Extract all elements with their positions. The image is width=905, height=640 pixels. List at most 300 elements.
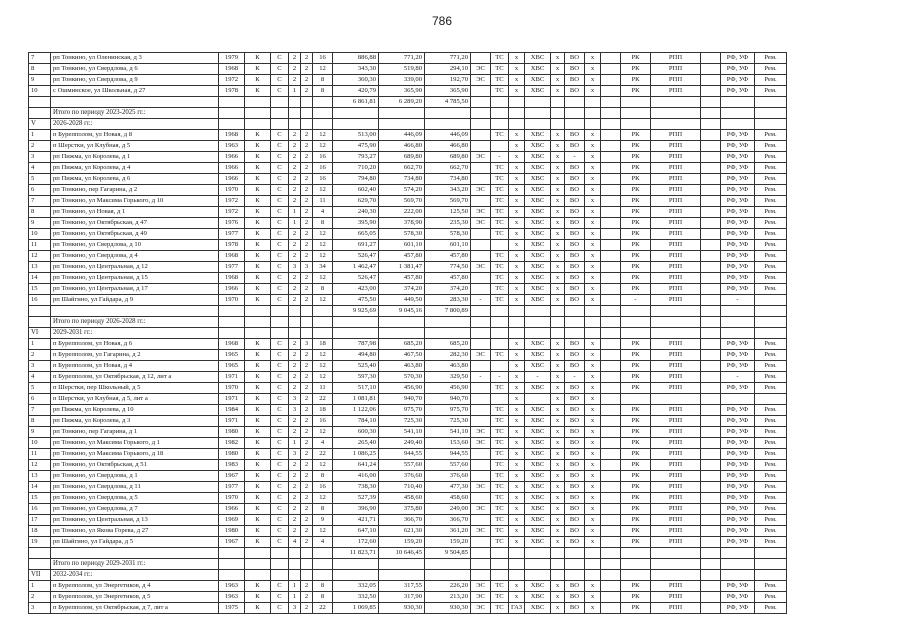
cell-addr: рп Тонкино, ул Максима Горького, д 10: [51, 196, 219, 207]
cell-t: С: [271, 350, 289, 361]
cell-s1: [471, 493, 491, 504]
cell-s5: х: [551, 174, 565, 185]
cell-a3: 601,10: [425, 240, 471, 251]
cell-w1: РК: [621, 438, 651, 449]
cell-s5: [551, 559, 565, 570]
cell-year: 1968: [219, 64, 245, 75]
cell-year: [219, 317, 245, 328]
cell-fl: 2: [289, 383, 301, 394]
cell-a1: 475,50: [333, 295, 379, 306]
cell-fl: 4: [289, 537, 301, 548]
cell-s6: ВО: [565, 262, 585, 273]
cell-addr: п Бурепполом, ул Гагарина, д 2: [51, 350, 219, 361]
cell-ap: 12: [313, 240, 333, 251]
cell-a1: 793,27: [333, 152, 379, 163]
section-row: [29, 119, 787, 130]
cell-fl: 2: [289, 75, 301, 86]
cell-en: 2: [301, 416, 313, 427]
cell-a2: 541,10: [379, 427, 425, 438]
table-row: [29, 196, 787, 207]
cell-ap: 18: [313, 405, 333, 416]
cell-rem: Рем.: [755, 438, 787, 449]
cell-a2: 1 381,47: [379, 262, 425, 273]
cell-fl: 3: [289, 262, 301, 273]
cell-rem: Рем.: [755, 218, 787, 229]
cell-addr: рп Тонкино, ул Якова Горева, д 27: [51, 526, 219, 537]
cell-w1: [621, 548, 651, 559]
cell-ap: [313, 559, 333, 570]
cell-ap: 22: [313, 394, 333, 405]
cell-s2: ТС: [491, 482, 509, 493]
cell-n: [29, 97, 51, 108]
cell-w2: РПП: [651, 64, 701, 75]
cell-addr: п Бурепполом, ул Октябрьская, д 12, лит а: [51, 372, 219, 383]
cell-s3: х: [509, 537, 525, 548]
cell-en: 2: [301, 53, 313, 64]
cell-fl: 3: [289, 603, 301, 614]
cell-a2: 519,80: [379, 64, 425, 75]
cell-e1: [601, 273, 621, 284]
cell-n: 7: [29, 405, 51, 416]
cell-mat: К: [245, 240, 271, 251]
cell-rem: Рем.: [755, 493, 787, 504]
cell-rem: Рем.: [755, 196, 787, 207]
cell-t: С: [271, 482, 289, 493]
section-row: [29, 328, 787, 339]
cell-en: 2: [301, 372, 313, 383]
table-row: [29, 383, 787, 394]
cell-addr: рп Тонкино, ул Свердлова, д 5: [51, 493, 219, 504]
cell-w1: РК: [621, 53, 651, 64]
cell-ap: 4: [313, 207, 333, 218]
cell-e2: [701, 460, 721, 471]
cell-a2: 930,30: [379, 603, 425, 614]
cell-s6: ВО: [565, 141, 585, 152]
cell-s2: ТС: [491, 251, 509, 262]
cell-s4: ХВС: [525, 449, 551, 460]
cell-s5: [551, 570, 565, 581]
cell-s7: [585, 548, 601, 559]
cell-e2: [701, 405, 721, 416]
cell-n: 12: [29, 460, 51, 471]
table-row: [29, 185, 787, 196]
cell-rem: Рем.: [755, 383, 787, 394]
cell-w3: РФ, УФ: [721, 449, 755, 460]
cell-w2: [651, 306, 701, 317]
cell-a3: 213,20: [425, 592, 471, 603]
cell-a1: 360,30: [333, 75, 379, 86]
cell-a2: 376,60: [379, 471, 425, 482]
cell-rem: [755, 317, 787, 328]
cell-ap: 12: [313, 229, 333, 240]
cell-mat: К: [245, 460, 271, 471]
cell-s1: [471, 449, 491, 460]
cell-s4: ХВС: [525, 471, 551, 482]
cell-t: С: [271, 196, 289, 207]
cell-s5: х: [551, 361, 565, 372]
table-row: [29, 251, 787, 262]
cell-a2: 446,09: [379, 130, 425, 141]
cell-rem: [755, 559, 787, 570]
cell-s1: [471, 229, 491, 240]
cell-e1: [601, 537, 621, 548]
cell-ap: 12: [313, 251, 333, 262]
cell-ap: 12: [313, 295, 333, 306]
cell-en: 2: [301, 273, 313, 284]
cell-a2: 734,80: [379, 174, 425, 185]
cell-s6: ВО: [565, 163, 585, 174]
cell-en: 2: [301, 350, 313, 361]
cell-s5: х: [551, 196, 565, 207]
cell-s3: х: [509, 86, 525, 97]
cell-s3: х: [509, 152, 525, 163]
cell-a2: [379, 317, 425, 328]
cell-s3: х: [509, 284, 525, 295]
cell-w1: -: [621, 295, 651, 306]
cell-a1: 517,10: [333, 383, 379, 394]
cell-a3: 329,50: [425, 372, 471, 383]
cell-s2: ТС: [491, 174, 509, 185]
cell-w3: РФ, УФ: [721, 141, 755, 152]
cell-w1: РК: [621, 427, 651, 438]
cell-t: С: [271, 383, 289, 394]
cell-s7: [585, 108, 601, 119]
cell-a1: 1 122,06: [333, 405, 379, 416]
cell-t: [271, 306, 289, 317]
cell-addr: рп Тонкино, ул Октябрьская, д 51: [51, 460, 219, 471]
cell-addr: рп Шайгино, ул Гайдара, д 9: [51, 295, 219, 306]
cell-s4: ХВС: [525, 86, 551, 97]
cell-s3: [509, 328, 525, 339]
cell-mat: К: [245, 75, 271, 86]
cell-s7: х: [585, 427, 601, 438]
cell-t: С: [271, 493, 289, 504]
cell-en: 2: [301, 592, 313, 603]
cell-a3: 477,30: [425, 482, 471, 493]
cell-a3: 940,70: [425, 394, 471, 405]
cell-e1: [601, 152, 621, 163]
cell-rem: Рем.: [755, 185, 787, 196]
cell-w1: РК: [621, 383, 651, 394]
cell-fl: 2: [289, 460, 301, 471]
cell-s5: х: [551, 339, 565, 350]
cell-w2: РПП: [651, 603, 701, 614]
cell-w2: РПП: [651, 273, 701, 284]
cell-w1: [621, 108, 651, 119]
cell-rem: Рем.: [755, 427, 787, 438]
cell-n: 15: [29, 284, 51, 295]
cell-w3: РФ, УФ: [721, 207, 755, 218]
cell-t: С: [271, 416, 289, 427]
cell-a1: 597,30: [333, 372, 379, 383]
cell-e2: [701, 504, 721, 515]
cell-w2: [651, 317, 701, 328]
cell-mat: К: [245, 273, 271, 284]
cell-s4: [525, 570, 551, 581]
cell-s3: х: [509, 449, 525, 460]
cell-n: 11: [29, 449, 51, 460]
cell-addr: рп Пижма, ул Королева, д 4: [51, 163, 219, 174]
cell-rem: [755, 119, 787, 130]
cell-a3: 541,10: [425, 427, 471, 438]
cell-a2: 621,30: [379, 526, 425, 537]
cell-w2: РПП: [651, 592, 701, 603]
cell-e2: [701, 284, 721, 295]
cell-s1: [471, 559, 491, 570]
cell-a2: 466,80: [379, 141, 425, 152]
cell-s3: [509, 119, 525, 130]
cell-s2: ТС: [491, 350, 509, 361]
table-row: [29, 86, 787, 97]
cell-w3: [721, 317, 755, 328]
cell-year: 1970: [219, 383, 245, 394]
cell-s5: х: [551, 438, 565, 449]
cell-n: VII: [29, 570, 51, 581]
cell-t: [271, 108, 289, 119]
cell-w2: РПП: [651, 295, 701, 306]
cell-s6: [565, 328, 585, 339]
cell-s7: х: [585, 537, 601, 548]
cell-n: 10: [29, 438, 51, 449]
cell-s2: ТС: [491, 416, 509, 427]
cell-e2: [701, 449, 721, 460]
cell-e1: [601, 196, 621, 207]
cell-s7: х: [585, 361, 601, 372]
cell-s3: [509, 570, 525, 581]
cell-e1: [601, 317, 621, 328]
cell-a1: 494,80: [333, 350, 379, 361]
cell-n: 14: [29, 482, 51, 493]
cell-ap: [313, 328, 333, 339]
cell-s7: х: [585, 251, 601, 262]
cell-s6: ВО: [565, 174, 585, 185]
cell-en: 2: [301, 86, 313, 97]
cell-w3: РФ, УФ: [721, 515, 755, 526]
cell-a2: 569,70: [379, 196, 425, 207]
cell-w2: РПП: [651, 262, 701, 273]
cell-w1: РК: [621, 273, 651, 284]
cell-ap: [313, 317, 333, 328]
cell-e2: [701, 53, 721, 64]
cell-s7: х: [585, 284, 601, 295]
cell-s7: х: [585, 75, 601, 86]
table-row: [29, 218, 787, 229]
cell-addr: [51, 548, 219, 559]
section-row: [29, 570, 787, 581]
cell-w1: РК: [621, 350, 651, 361]
cell-en: 2: [301, 383, 313, 394]
cell-a1: 738,30: [333, 482, 379, 493]
cell-e1: [601, 504, 621, 515]
cell-n: 10: [29, 229, 51, 240]
cell-e2: [701, 130, 721, 141]
cell-a2: 940,70: [379, 394, 425, 405]
cell-rem: Рем.: [755, 339, 787, 350]
cell-w2: РПП: [651, 196, 701, 207]
cell-fl: 2: [289, 295, 301, 306]
cell-s4: ХВС: [525, 163, 551, 174]
cell-s2: ТС: [491, 493, 509, 504]
cell-e1: [601, 493, 621, 504]
cell-rem: Рем.: [755, 240, 787, 251]
cell-s7: [585, 306, 601, 317]
cell-a1: 475,90: [333, 141, 379, 152]
cell-s2: [491, 306, 509, 317]
cell-t: С: [271, 372, 289, 383]
cell-s2: [491, 570, 509, 581]
cell-addr: п Бурепполом, ул Октябрьская, д 7, лит а: [51, 603, 219, 614]
cell-s1: [471, 97, 491, 108]
cell-t: С: [271, 86, 289, 97]
cell-year: 1972: [219, 207, 245, 218]
cell-year: 1982: [219, 438, 245, 449]
cell-year: 1966: [219, 174, 245, 185]
cell-addr: [51, 306, 219, 317]
cell-s7: х: [585, 163, 601, 174]
cell-w3: РФ, УФ: [721, 361, 755, 372]
cell-fl: 2: [289, 482, 301, 493]
cell-addr: п Бурепполом, ул Новая, д 4: [51, 361, 219, 372]
cell-s3: х: [509, 526, 525, 537]
cell-s2: [491, 240, 509, 251]
cell-a2: 710,40: [379, 482, 425, 493]
cell-s3: х: [509, 339, 525, 350]
cell-s1: -: [471, 295, 491, 306]
cell-addr: рп Тонкино, ул Максима Горького, д 18: [51, 449, 219, 460]
cell-w3: РФ, УФ: [721, 460, 755, 471]
cell-w2: РПП: [651, 438, 701, 449]
cell-ap: 11: [313, 196, 333, 207]
cell-w3: РФ, УФ: [721, 383, 755, 394]
cell-e1: [601, 427, 621, 438]
cell-e1: [601, 240, 621, 251]
table-row: [29, 53, 787, 64]
cell-a3: 294,10: [425, 64, 471, 75]
cell-year: 1976: [219, 218, 245, 229]
cell-s5: [551, 328, 565, 339]
cell-w3: [721, 559, 755, 570]
cell-s5: х: [551, 295, 565, 306]
cell-s2: ТС: [491, 581, 509, 592]
cell-a1: 794,80: [333, 174, 379, 185]
cell-fl: 1: [289, 218, 301, 229]
cell-fl: [289, 306, 301, 317]
table-row: [29, 427, 787, 438]
cell-s7: х: [585, 339, 601, 350]
cell-n: [29, 108, 51, 119]
cell-w1: РК: [621, 449, 651, 460]
cell-w1: РК: [621, 152, 651, 163]
cell-s4: ХВС: [525, 504, 551, 515]
cell-en: 2: [301, 504, 313, 515]
cell-n: 7: [29, 53, 51, 64]
cell-w3: -: [721, 372, 755, 383]
cell-ap: 16: [313, 53, 333, 64]
cell-fl: 2: [289, 284, 301, 295]
cell-w3: РФ, УФ: [721, 174, 755, 185]
cell-w3: РФ, УФ: [721, 75, 755, 86]
cell-a1: 513,00: [333, 130, 379, 141]
cell-a3: 376,60: [425, 471, 471, 482]
cell-a1: 526,47: [333, 251, 379, 262]
cell-e1: [601, 163, 621, 174]
cell-s7: х: [585, 273, 601, 284]
cell-w3: РФ, УФ: [721, 240, 755, 251]
cell-year: 1971: [219, 372, 245, 383]
cell-s6: ВО: [565, 350, 585, 361]
cell-ap: 16: [313, 416, 333, 427]
cell-n: 8: [29, 416, 51, 427]
cell-w1: РК: [621, 75, 651, 86]
cell-ap: 18: [313, 339, 333, 350]
cell-w3: [721, 548, 755, 559]
cell-s2: ТС: [491, 295, 509, 306]
cell-s6: ВО: [565, 284, 585, 295]
cell-s3: х: [509, 53, 525, 64]
cell-t: [271, 570, 289, 581]
cell-a1: [333, 559, 379, 570]
cell-en: 2: [301, 515, 313, 526]
cell-a2: 557,60: [379, 460, 425, 471]
cell-s3: х: [509, 218, 525, 229]
cell-n: 7: [29, 196, 51, 207]
cell-en: 2: [301, 141, 313, 152]
cell-year: [219, 548, 245, 559]
cell-s6: ВО: [565, 339, 585, 350]
cell-a3: 192,70: [425, 75, 471, 86]
cell-a2: 222,00: [379, 207, 425, 218]
cell-fl: 2: [289, 185, 301, 196]
cell-a2: 10 646,45: [379, 548, 425, 559]
cell-a3: 456,90: [425, 383, 471, 394]
cell-s1: [471, 383, 491, 394]
cell-fl: 2: [289, 174, 301, 185]
cell-s3: х: [509, 460, 525, 471]
cell-n: 9: [29, 75, 51, 86]
cell-mat: К: [245, 218, 271, 229]
cell-s4: ХВС: [525, 196, 551, 207]
cell-s7: х: [585, 152, 601, 163]
cell-a2: 6 289,20: [379, 97, 425, 108]
cell-w3: РФ, УФ: [721, 130, 755, 141]
cell-s4: ХВС: [525, 592, 551, 603]
cell-s7: х: [585, 394, 601, 405]
cell-a2: 9 045,16: [379, 306, 425, 317]
table-row: [29, 526, 787, 537]
cell-mat: К: [245, 185, 271, 196]
cell-s1: [471, 251, 491, 262]
cell-addr: п Шерстки, пер Школьный, д 5: [51, 383, 219, 394]
cell-s2: ТС: [491, 284, 509, 295]
cell-rem: [755, 97, 787, 108]
cell-fl: 2: [289, 350, 301, 361]
cell-s7: х: [585, 449, 601, 460]
cell-rem: Рем.: [755, 262, 787, 273]
cell-addr: с Ошминское, ул Школьная, д 27: [51, 86, 219, 97]
cell-t: С: [271, 438, 289, 449]
cell-fl: [289, 317, 301, 328]
cell-rem: Рем.: [755, 163, 787, 174]
cell-s1: [471, 460, 491, 471]
cell-a3: 774,50: [425, 262, 471, 273]
cell-a3: [425, 119, 471, 130]
cell-e2: [701, 295, 721, 306]
cell-addr: п Бурепполом, ул Новая, д 8: [51, 130, 219, 141]
cell-s6: ВО: [565, 130, 585, 141]
cell-w1: РК: [621, 460, 651, 471]
cell-w2: РПП: [651, 482, 701, 493]
cell-year: 1972: [219, 75, 245, 86]
